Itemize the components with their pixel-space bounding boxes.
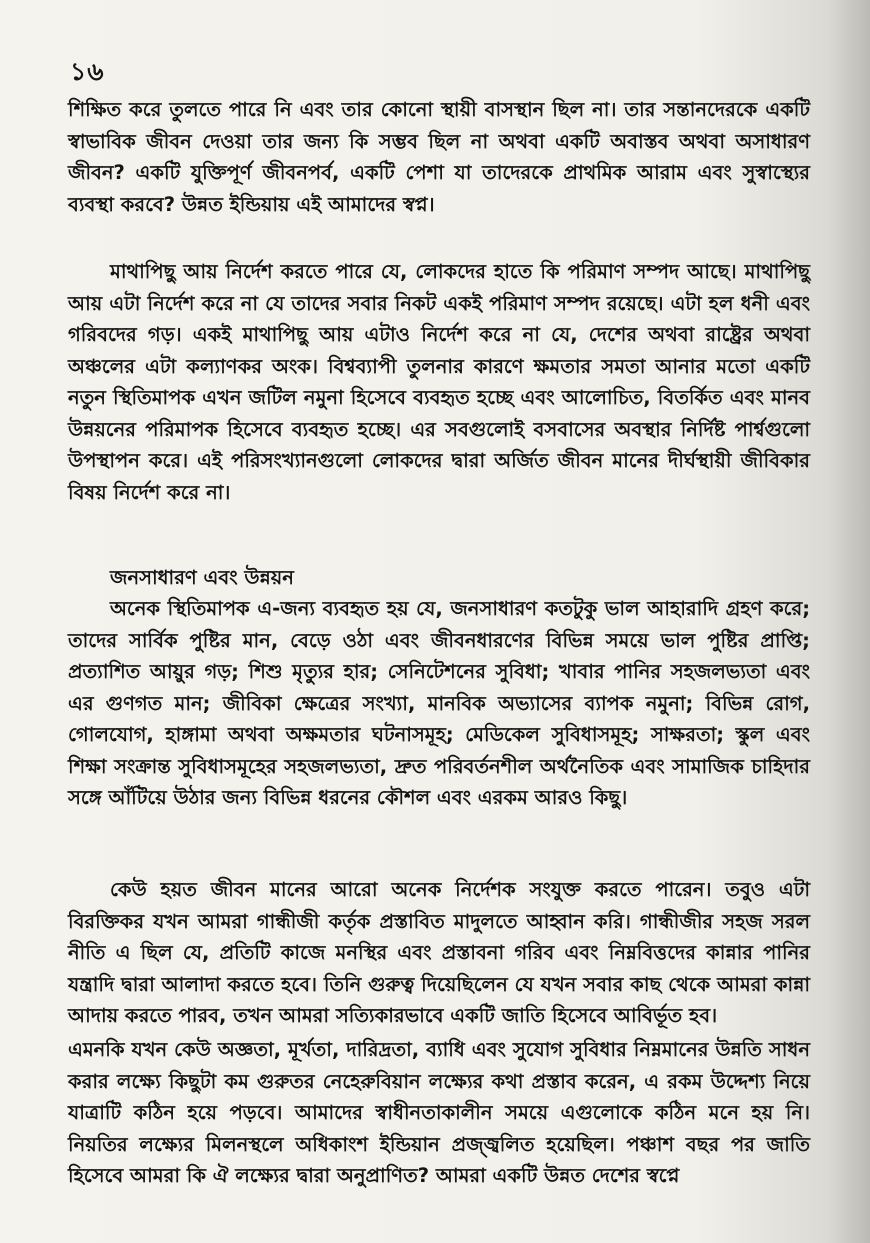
paragraph-3-text: অনেক স্থিতিমাপক এ-জন্য ব্যবহৃত হয় যে, জনসাধারণ কতটুকু ভাল আহারাদি গ্রহণ করে; তাদের সার্বিক পুষ্টির মান, বেড়ে ওঠা এবং জীবনধারণের বিভিন্ন সময়ে ভাল পুষ্টির প্রাপ্তি; প্রত্যাশিত আয়ুর গড়; শিশু মৃত্যুর হার; সেনিটেশনের সুবিধা; খাবার পানির সহজলভ্যতা এবং এর গুণগত মান; জীবিকা ক্ষেত্রের সংখ্যা, মানবিক অভ্যাসের ব্যাপক নমুনা; বিভিন্ন রোগ, গোলযোগ, হাঙ্গামা অথবা অক্ষমতার ঘটনাসমূহ; মেডিকেল সুবিধাসমূহ; সাক্ষরতা; স্কুল এবং শিক্ষা সংক্রান্ত সুবিধাসমূহের সহজলভ্যতা, দ্রুত পরিবর্তনশীল অর্থনৈতিক এবং সামাজিক চাহিদার সঙ্গে আঁটিয়ে উঠার জন্য বিভিন্ন ধরনের কৌশল এবং এরকম আরও কিছু। bbox=[68, 597, 810, 809]
paragraph-3 bbox=[68, 593, 810, 814]
paragraph-5 bbox=[68, 1034, 810, 1192]
paragraph-2-text: মাথাপিছু আয় নির্দেশ করতে পারে যে, লোকদের হাতে কি পরিমাণ সম্পদ আছে। মাথাপিছু আয় এটা নির্দেশ করে না যে তাদের সবার নিকট একই পরিমাণ সম্পদ রয়েছে। এটা হল ধনী এবং গরিবদের গড়। একই মাথাপিছু আয় এটাও নির্দেশ করে না যে, দেশের অথবা রাষ্ট্রের অথবা অঞ্চলের এটা কল্যাণকর অংক। বিশ্বব্যাপী তুলনার কারণে ক্ষমতার সমতা আনার মতো একটি নতুন স্থিতিমাপক এখন জটিল নমুনা হিসেবে ব্যবহৃত হচ্ছে এবং আলোচিত, বিতর্কিত এবং মানব উন্নয়নের পরিমাপক হিসেবে ব্যবহৃত হচ্ছে। এর সবগুলোই বসবাসের অবস্থার নির্দিষ্ট পার্শ্বগুলো উপস্থাপন করে। এই পরিসংখ্যানগুলো লোকদের দ্বারা অর্জিত জীবন মানের দীর্ঘস্থায়ী জীবিকার বিষয় নির্দেশ করে না। bbox=[68, 260, 810, 504]
paragraph-2 bbox=[68, 256, 810, 508]
paragraph-5-text: এমনকি যখন কেউ অজ্ঞতা, মূর্খতা, দারিদ্রতা, ব্যাধি এবং সুযোগ সুবিধার নিম্নমানের উন্নতি সাধন করার লক্ষ্যে কিছুটা কম গুরুতর নেহেরুবিয়ান লক্ষ্যের কথা প্রস্তাব করেন, এ রকম উদ্দেশ্য নিয়ে যাত্রাটি কঠিন হয়ে পড়বে। আমাদের স্বাধীনতাকালীন সময়ে এগুলোকে কঠিন মনে হয় নি। নিয়তির লক্ষ্যের মিলনস্থলে অধিকাংশ ইন্ডিয়ান প্রজ্জ্বলিত হয়েছিল। পঞ্চাশ বছর পর জাতি হিসেবে আমরা কি ঐ লক্ষ্যের দ্বারা অনুপ্রাণিত? আমরা একটি উন্নত দেশের স্বপ্নে bbox=[68, 1038, 810, 1187]
paragraph-1 bbox=[68, 94, 810, 220]
page-number: ১৬ bbox=[70, 57, 105, 86]
paragraph-1-text: শিক্ষিত করে তুলতে পারে নি এবং তার কোনো স্থায়ী বাসস্থান ছিল না। তার সন্তানদেরকে একটি স্বাভাবিক জীবন দেওয়া তার জন্য কি সম্ভব ছিল না অথবা একটি অবাস্তব অথবা অসাধারণ জীবন? একটি যুক্তিপূর্ণ জীবনপর্ব, একটি পেশা যা তাদেরকে প্রাথমিক আরাম এবং সুস্বাস্থ্যের ব্যবস্থা করবে? উন্নত ইন্ডিয়ায় এই আমাদের স্বপ্ন। bbox=[68, 98, 810, 216]
paragraph-4 bbox=[68, 874, 810, 1032]
paragraph-4-text: কেউ হয়ত জীবন মানের আরো অনেক নির্দেশক সংযুক্ত করতে পারেন। তবুও এটা বিরক্তিকর যখন আমরা গান্ধীজী কর্তৃক প্রস্তাবিত মাদুলতে আহ্বান করি। গান্ধীজীর সহজ সরল নীতি এ ছিল যে, প্রতিটি কাজে মনস্থির এবং প্রস্তাবনা গরিব এবং নিম্নবিত্তদের কান্নার পানির যন্ত্রাদি দ্বারা আলাদা করতে হবে। তিনি গুরুত্ব দিয়েছিলেন যে যখন সবার কাছ থেকে আমরা কান্না আদায় করতে পারব, তখন আমরা সত্যিকারভাবে একটি জাতি হিসেবে আবির্ভূত হব। bbox=[68, 878, 810, 1027]
section-heading: জনসাধারণ এবং উন্নয়ন bbox=[110, 566, 294, 589]
